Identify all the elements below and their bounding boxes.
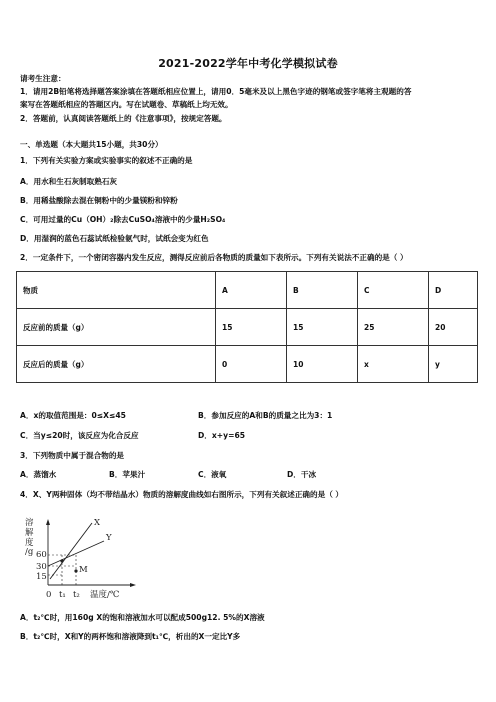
table-header-cell: B xyxy=(287,272,358,309)
graph-ylabel-char: /g xyxy=(25,547,34,557)
mass-table xyxy=(16,271,478,383)
graph-ylabel-char: 度 xyxy=(25,538,34,548)
graph-y-arrow xyxy=(46,519,50,525)
q3-options-row xyxy=(20,470,316,480)
graph-ytick-15: 15 xyxy=(36,572,47,582)
graph-ylabel-char: 解 xyxy=(25,528,34,538)
graph-label-y: Y xyxy=(106,533,112,543)
table-cell: y xyxy=(429,346,478,383)
graph-label-m: M xyxy=(79,565,88,575)
table-header-cell: C xyxy=(358,272,429,309)
notice-item-1-line-2: 案写在答题纸相应的答题区内。写在试题卷、草稿纸上均无效。 xyxy=(20,100,233,109)
q4-option-b: B．t₂℃时，X和Y的两杯饱和溶液降到t₁℃，析出的X一定比Y多 xyxy=(20,632,241,641)
page-title: 2021-2022学年中考化学模拟试卷 xyxy=(158,57,338,70)
table-cell: 0 xyxy=(216,346,287,383)
table-row xyxy=(17,346,478,383)
table-cell: 15 xyxy=(216,309,287,346)
notice-item-1-line-1: 1．请用2B铅笔将选择题答案涂填在答题纸相应位置上，请用0．5毫米及以上黑色字迹的钢笔或签字笔将主观题的答 xyxy=(20,87,412,96)
table-header-cell: 物质 xyxy=(17,272,216,309)
solubility-graph xyxy=(22,515,142,605)
table-cell: 10 xyxy=(287,346,358,383)
graph-ylabel-char: 溶 xyxy=(25,518,34,528)
q3-option-d: D．干冰 xyxy=(287,470,317,479)
graph-xtick-t1: t₁ xyxy=(59,590,66,600)
q3-option-a: A．蒸馏水 xyxy=(20,470,57,479)
q3-stem: 3．下列物质中属于混合物的是 xyxy=(20,451,125,460)
q1-option-c: C．可用过量的Cu（OH）₂除去CuSO₄溶液中的少量H₂SO₄ xyxy=(20,215,226,224)
table-row xyxy=(17,309,478,346)
graph-ytick-30: 30 xyxy=(36,562,47,572)
q2-option-a: A．x的取值范围是：0≤X≤45 xyxy=(20,411,126,420)
q1-option-d: D．用湿润的蓝色石蕊试纸检验氨气时，试纸会变为红色 xyxy=(20,234,209,243)
section-heading: 一、单选题（本大题共15小题，共30分） xyxy=(20,140,163,149)
notice-item-2: 2．答题前，认真阅读答题纸上的《注意事项》，按规定答题。 xyxy=(20,114,227,123)
q2-stem: 2．一定条件下，一个密闭容器内发生反应，测得反应前后各物质的质量如下表所示。下列有关说法不正确的是（ ） xyxy=(20,253,408,262)
q2-option-c: C．当y≤20时，该反应为化合反应 xyxy=(20,431,139,440)
table-cell: x xyxy=(358,346,429,383)
graph-xtick-t2: t₂ xyxy=(73,590,80,600)
graph-point-m xyxy=(74,569,77,572)
table-cell: 25 xyxy=(358,309,429,346)
q2-option-b: B．参加反应的A和B的质量之比为3：1 xyxy=(198,411,333,420)
q1-stem: 1．下列有关实验方案或实验事实的叙述不正确的是 xyxy=(20,156,193,165)
table-cell: 反应前的质量（g） xyxy=(17,309,216,346)
graph-xtick-0: 0 xyxy=(46,590,52,600)
graph-point-intersection xyxy=(60,559,63,562)
q3-option-b: B．苹果汁 xyxy=(109,470,146,479)
q3-option-c: C．液氧 xyxy=(198,470,227,479)
q1-option-b: B．用稀盐酸除去混在铜粉中的少量镁粉和锌粉 xyxy=(20,196,178,205)
table-header-row xyxy=(17,272,478,309)
table-cell: 反应后的质量（g） xyxy=(17,346,216,383)
table-header-cell: D xyxy=(429,272,478,309)
graph-ytick-60: 60 xyxy=(36,550,47,560)
q2-option-d: D．x+y=65 xyxy=(198,431,246,440)
q1-option-a: A．用水和生石灰制取熟石灰 xyxy=(20,177,118,186)
q4-stem: 4．X、Y两种固体（均不带结晶水）物质的溶解度曲线如右图所示，下列有关叙述正确的是（ ） xyxy=(20,490,344,499)
q2-options-row-2 xyxy=(20,431,245,441)
notice-heading: 请考生注意： xyxy=(20,74,66,83)
table-cell: 15 xyxy=(287,309,358,346)
table-header-cell: A xyxy=(216,272,287,309)
q4-option-a: A．t₂℃时，用160g X的饱和溶液加水可以配成500g12. 5%的X溶液 xyxy=(20,613,265,622)
graph-x-arrow xyxy=(130,583,136,587)
q2-options-row-1 xyxy=(20,411,332,421)
table-cell: 20 xyxy=(429,309,478,346)
graph-label-x: X xyxy=(94,518,101,528)
graph-xlabel: 温度/℃ xyxy=(90,590,120,600)
